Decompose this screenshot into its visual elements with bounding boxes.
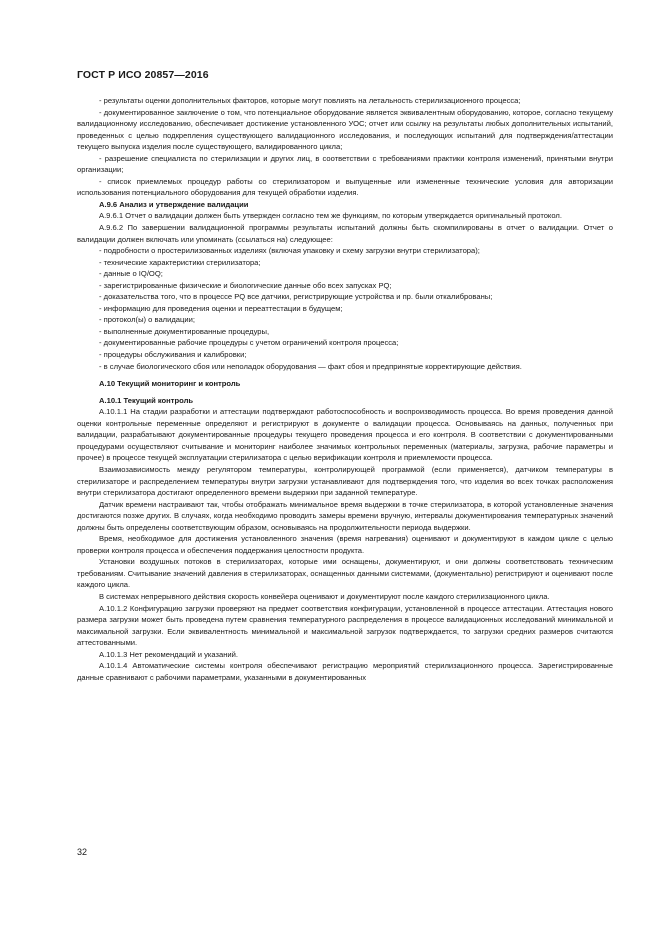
list-item: - протокол(ы) о валидации; bbox=[99, 315, 195, 325]
paragraph: В системах непрерывного действия скорость конвейера оценивают и документируют после каждого стерилизационного цикла. bbox=[99, 591, 550, 601]
list-item: - документированные рабочие процедуры с учетом ограничений контроля процесса; bbox=[99, 338, 399, 348]
list-item: - разрешение специалиста по стерилизации и других лиц, в соответствии с требованиями практики контроля изменений, принятыми внутри организации; bbox=[77, 153, 613, 175]
paragraph: Время, необходимое для достижения установленного значения (время нагревания) оценивают и документируют в каждом цикле с целью проверки контроля процесса и обеспечения поддержания целостности продукта. bbox=[77, 534, 613, 555]
document-header: ГОСТ Р ИСО 20857—2016 bbox=[77, 69, 209, 81]
list-item: - технические характеристики стерилизатора; bbox=[99, 257, 261, 267]
list-item: - результаты оценки дополнительных факторов, которые могут повлиять на летальность стерилизационного процесса; bbox=[99, 96, 521, 105]
page-body bbox=[77, 95, 613, 683]
paragraph: А.9.6.2 По завершении валидационной программы результаты испытаний должны быть скомпилированы в отчет о валидации. Отчет о валидации должен включать или упоминать (ссылаться на) следующее: bbox=[77, 223, 613, 244]
page-number: 32 bbox=[77, 847, 88, 857]
section-heading-a10: А.10 Текущий мониторинг и контроль bbox=[99, 379, 241, 389]
list-item: - документированное заключение о том, что потенциальное оборудование является эквивалентным оборудованию, которое, согласно текущему валидационному исследованию, обеспечивает достижение установленного УОС; отчет или ссылку на результаты любых дополнительных испытаний, проведенных с целью подкрепления существующего валидационного исследования, и последующих испытаний для подтверждения/аттестации текущего выпуска изделия после существующего, валидированного цикла; bbox=[77, 107, 613, 152]
paragraph: Установки воздушных потоков в стерилизаторах, которые ими оснащены, документируют, и они должны соответствовать техническим требованиям. Считывание значений давления в стерилизаторах, оснащенных данными системами, (документально) регистрируют и оценивают после каждого цикла. bbox=[77, 557, 613, 590]
list-item: - список приемлемых процедур работы со стерилизатором и выпущенные или измененные технические условия для авторизации использования потенциального оборудования для текущей обработки изделия. bbox=[77, 176, 613, 198]
list-item: - информацию для проведения оценки и переаттестации в будущем; bbox=[99, 303, 343, 313]
list-item: - данные о IQ/OQ; bbox=[99, 269, 163, 279]
list-item: - подробности о простерилизованных изделиях (включая упаковку и схему загрузки внутри стерилизатора); bbox=[99, 246, 480, 256]
paragraph: Датчик времени настраивают так, чтобы отображать минимальное время выдержки в точке стерилизатора, в которой установленные значения достигаются позже других. В случаях, когда необходимо проводить замеры времени вручную, интервалы документирования температурных значений должны быть определены соответствующим образом, основываясь на продолжительности периода выдержки. bbox=[77, 499, 613, 532]
list-item: - доказательства того, что в процессе PQ все датчики, регистрирующие устройства и пр. были откалиброваны; bbox=[99, 292, 493, 302]
list-item: - процедуры обслуживания и калибровки; bbox=[99, 350, 247, 360]
list-item: - в случае биологического сбоя или неполадок оборудования — факт сбоя и предпринятые корректирующие действия. bbox=[99, 361, 522, 371]
paragraph: Взаимозависимость между регулятором температуры, контролирующей программой (если применяется), датчиком температуры в стерилизаторе и распределением температуры внутри загрузки устанавливают для подтверждения того, что изделия во всех точках расположения внутри стерилизатора достигают определенного времени выдержки при заданной температуре. bbox=[77, 464, 613, 498]
paragraph: А.10.1.4 Автоматические системы контроля обеспечивают регистрацию мероприятий стерилизационного процесса. Зарегистрированные данные сравнивают с рабочими параметрами, указанными в документированных bbox=[77, 661, 613, 682]
section-heading-a96: А.9.6 Анализ и утверждение валидации bbox=[99, 199, 249, 209]
paragraph: А.9.6.1 Отчет о валидации должен быть утвержден согласно тем же функциям, по которым утверждается оригинальный протокол. bbox=[99, 211, 562, 221]
paragraph: А.10.1.3 Нет рекомендаций и указаний. bbox=[99, 649, 239, 659]
list-item: - зарегистрированные физические и биологические данные обо всех запусках PQ; bbox=[99, 280, 392, 290]
paragraph: А.10.1.1 На стадии разработки и аттестации подтверждают работоспособность и воспроизводимость процесса. Во время проведения данной оценки контрольные переменные определяют и регистрируют в документе о валидации процесса. Основываясь на данных, полученных при валидации, разрабатывают документированные процедуры текущего проведения процесса и его контроля. В соответствии с документированными процедурами осуществляют считывание и мониторинг наиболее значимых контрольных переменных (материалы, загрузка, рабочие параметры и прочее) в процессе текущей эксплуатации стерилизатора с целью верификации контроля и приемлемости процесса. bbox=[77, 407, 613, 463]
paragraph: А.10.1.2 Конфигурацию загрузки проверяют на предмет соответствия конфигурации, установленной в процессе аттестации. Аттестация нового размера загрузки может быть проведена путем сравнения температурного распределения в процессе валидационных исследований минимальной и максимальной загрузки. Если эквивалентность минимальной и максимальной загрузок подтверждается, то загрузки средних размеров считаются аттестованными. bbox=[77, 603, 613, 648]
section-heading-a101: А.10.1 Текущий контроль bbox=[99, 395, 194, 405]
list-item: - выполненные документированные процедуры, bbox=[99, 326, 270, 336]
